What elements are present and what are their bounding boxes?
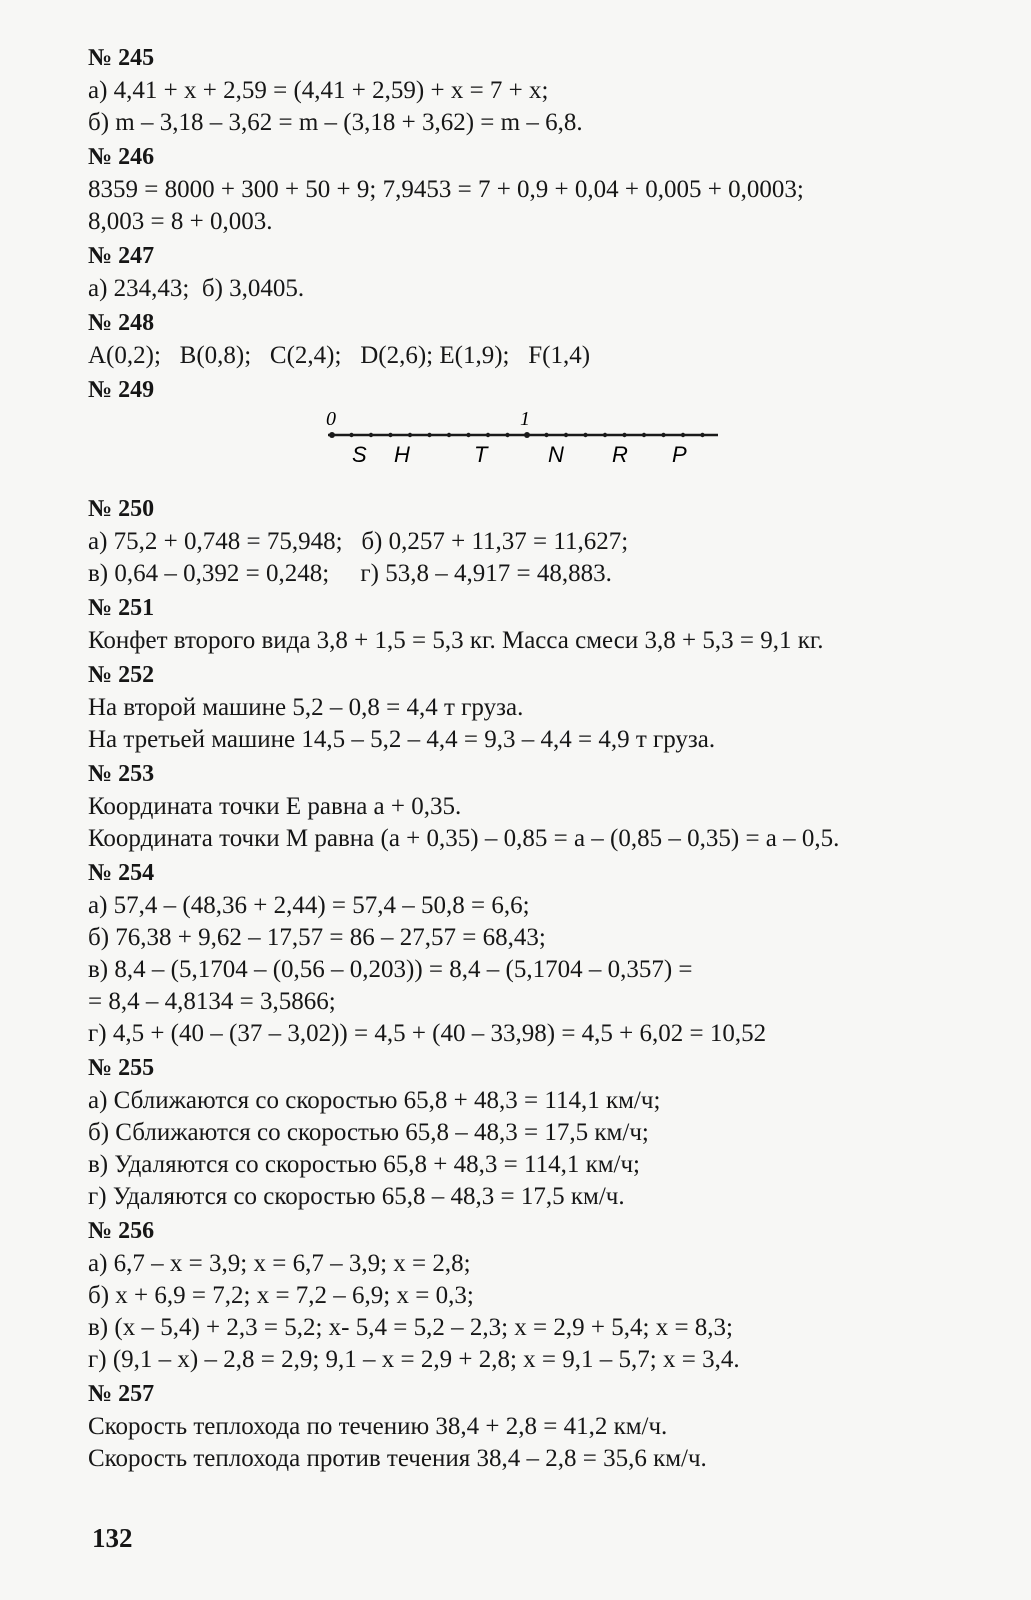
number-line-tick [661, 433, 665, 437]
number-line-tick [388, 433, 392, 437]
solution-line: Координата точки M равна (a + 0,35) – 0,85 = a – (0,85 – 0,35) = a – 0,5. [88, 825, 840, 852]
point-label-n: N [548, 442, 564, 467]
solution-line: г) (9,1 – x) – 2,8 = 2,9; 9,1 – x = 2,9 + 2,8; x = 9,1 – 5,7; x = 3,4. [88, 1346, 740, 1373]
number-line-tick [603, 433, 607, 437]
solution-line: = 8,4 – 4,8134 = 3,5866; [88, 988, 336, 1015]
number-line-tick [466, 433, 470, 437]
solution-line: а) 4,41 + x + 2,59 = (4,41 + 2,59) + x = 7 + x; [88, 77, 549, 104]
solution-line: Скорость теплохода по течению 38,4 + 2,8 = 41,2 км/ч. [88, 1413, 668, 1440]
problem-250 [88, 493, 988, 590]
number-line-tick [622, 433, 626, 437]
number-line-tick [486, 433, 490, 437]
problem-254 [88, 857, 988, 1050]
problem-number: № 256 [88, 1218, 155, 1244]
problem-number: № 250 [88, 496, 155, 522]
solution-line: Координата точки E равна a + 0,35. [88, 793, 462, 820]
problem-number: № 249 [88, 377, 155, 403]
solution-line: 8,003 = 8 + 0,003. [88, 208, 273, 235]
number-line-tick [349, 433, 353, 437]
number-line-tick [447, 433, 451, 437]
point-label-t: T [474, 442, 488, 467]
number-line-tick [642, 433, 646, 437]
point-label-r: R [612, 442, 628, 467]
problem-number: № 245 [88, 45, 155, 71]
tick-label-one: 1 [520, 408, 530, 430]
problem-number: № 254 [88, 860, 155, 886]
solution-line: б) Сближаются со скоростью 65,8 – 48,3 = 17,5 км/ч; [88, 1119, 649, 1146]
solution-line: а) 57,4 – (48,36 + 2,44) = 57,4 – 50,8 = 6,6; [88, 892, 530, 919]
solution-line: г) 4,5 + (40 – (37 – 3,02)) = 4,5 + (40 – 33,98) = 4,5 + 6,02 = 10,52 [88, 1020, 767, 1047]
number-line-tick [369, 433, 373, 437]
number-line-tick [408, 433, 412, 437]
problem-number: № 253 [88, 761, 155, 787]
number-line-diagram [88, 407, 988, 491]
problem-255 [88, 1052, 988, 1213]
solution-line: а) 6,7 – x = 3,9; x = 6,7 – 3,9; x = 2,8; [88, 1250, 471, 1277]
problem-number: № 247 [88, 243, 155, 269]
solution-line: г) Удаляются со скоростью 65,8 – 48,3 = 17,5 км/ч. [88, 1183, 625, 1210]
problem-number: № 246 [88, 144, 155, 170]
point-label-h: H [394, 442, 410, 467]
solution-line: в) Удаляются со скоростью 65,8 + 48,3 = 114,1 км/ч; [88, 1151, 641, 1178]
solution-line: а) 75,2 + 0,748 = 75,948; б) 0,257 + 11,37 = 11,627; [88, 528, 629, 555]
number-line-tick [427, 433, 431, 437]
problem-252 [88, 659, 988, 756]
point-label-s: S [352, 442, 367, 467]
problem-246 [88, 141, 988, 238]
number-line-tick [544, 433, 548, 437]
solution-line: На второй машине 5,2 – 0,8 = 4,4 т груза. [88, 694, 524, 721]
solution-line: б) m – 3,18 – 3,62 = m – (3,18 + 3,62) = m – 6,8. [88, 109, 583, 136]
number-line-tick [583, 433, 587, 437]
solution-line: а) 234,43; б) 3,0405. [88, 275, 305, 302]
problem-number: № 248 [88, 310, 155, 336]
problem-249 [88, 374, 988, 491]
problem-245 [88, 42, 988, 139]
solution-line: A(0,2); B(0,8); C(2,4); D(2,6); E(1,9); F(1,4) [88, 342, 591, 369]
number-line-tick [700, 433, 704, 437]
number-line-tick [329, 432, 335, 438]
problem-number: № 257 [88, 1381, 155, 1407]
solution-line: а) Сближаются со скоростью 65,8 + 48,3 = 114,1 км/ч; [88, 1087, 661, 1114]
tick-label-zero: 0 [326, 408, 336, 430]
solution-line: Конфет второго вида 3,8 + 1,5 = 5,3 кг. Масса смеси 3,8 + 5,3 = 9,1 кг. [88, 627, 824, 654]
number-line-tick [681, 433, 685, 437]
solution-line: 8359 = 8000 + 300 + 50 + 9; 7,9453 = 7 + 0,9 + 0,04 + 0,005 + 0,0003; [88, 176, 804, 203]
solutions-page [88, 40, 988, 1475]
problem-251 [88, 592, 988, 657]
problem-257 [88, 1378, 988, 1475]
solution-line: в) 0,64 – 0,392 = 0,248; г) 53,8 – 4,917 = 48,883. [88, 560, 612, 587]
problem-248 [88, 307, 988, 372]
solution-line: б) x + 6,9 = 7,2; x = 7,2 – 6,9; x = 0,3; [88, 1282, 474, 1309]
number-line-tick [524, 432, 530, 438]
solution-line: На третьей машине 14,5 – 5,2 – 4,4 = 9,3 – 4,4 = 4,9 т груза. [88, 726, 716, 753]
problem-number: № 255 [88, 1055, 155, 1081]
number-line-tick [564, 433, 568, 437]
problem-253 [88, 758, 988, 855]
point-label-p: P [672, 442, 687, 467]
number-line-tick [505, 433, 509, 437]
solution-line: б) 76,38 + 9,62 – 17,57 = 86 – 27,57 = 68,43; [88, 924, 546, 951]
problem-number: № 252 [88, 662, 155, 688]
problem-247 [88, 240, 988, 305]
solution-line: Скорость теплохода против течения 38,4 – 2,8 = 35,6 км/ч. [88, 1445, 707, 1472]
problem-256 [88, 1215, 988, 1376]
problem-number: № 251 [88, 595, 155, 621]
page-number: 132 [92, 1523, 133, 1553]
number-line-svg [88, 407, 988, 491]
solution-line: в) 8,4 – (5,1704 – (0,56 – 0,203)) = 8,4 – (5,1704 – 0,357) = [88, 956, 693, 983]
solution-line: в) (x – 5,4) + 2,3 = 5,2; x- 5,4 = 5,2 – 2,3; x = 2,9 + 5,4; x = 8,3; [88, 1314, 733, 1341]
